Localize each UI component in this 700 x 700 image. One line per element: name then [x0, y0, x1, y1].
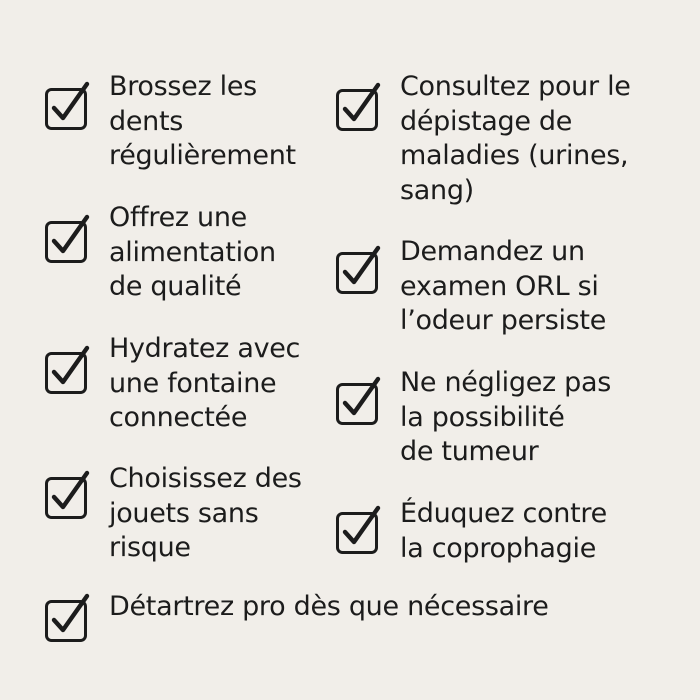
checkbox-checked-icon [336, 383, 378, 425]
checklist-item-text: Hydratez avec une fontaine connectée [109, 333, 301, 433]
checkbox-checked-icon [45, 600, 87, 642]
checkbox-checked-icon [45, 352, 87, 394]
checklist-item-text: Brossez les dents régulièrement [109, 71, 296, 171]
checkbox-checked-icon [45, 221, 87, 263]
checklist-item-text: Choisissez des jouets sans risque [109, 463, 302, 563]
checkbox-checked-icon [45, 477, 87, 519]
checkbox-checked-icon [45, 88, 87, 130]
checklist-item-text: Éduquez contre la coprophagie [400, 498, 607, 564]
checklist-item-text: Offrez une alimentation de qualité [109, 202, 276, 302]
checklist-item-text: Ne négligez pas la possibilité de tumeur [400, 367, 612, 467]
checkbox-checked-icon [336, 89, 378, 131]
checkbox-checked-icon [336, 252, 378, 294]
checklist-item-text: Détartrez pro dès que nécessaire [109, 591, 549, 622]
checklist-item-text: Consultez pour le dépistage de maladies (urines, sang) [400, 71, 631, 206]
checkbox-checked-icon [336, 512, 378, 554]
checklist-item-text: Demandez un examen ORL si l’odeur persiste [400, 236, 607, 336]
